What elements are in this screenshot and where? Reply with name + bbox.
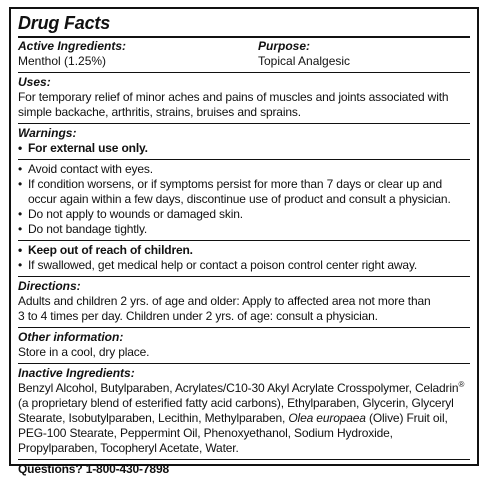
uses-line-1: For temporary relief of minor aches and pains of muscles and joints associated with: [18, 90, 449, 104]
active-ingredient-value: Menthol (1.25%): [18, 54, 107, 68]
warning-item: [18, 222, 470, 237]
warning-children: [18, 243, 470, 258]
bullet-icon: •: [18, 162, 23, 176]
warnings-section: [18, 124, 470, 159]
purpose-heading: Purpose:: [258, 39, 311, 53]
questions-section: [18, 460, 470, 480]
warning-swallowed: [18, 258, 470, 273]
warning-text: For external use only.: [28, 141, 148, 155]
drug-facts-panel: [9, 7, 479, 476]
other-information-heading: Other information:: [18, 330, 124, 344]
bullet-icon: •: [18, 258, 23, 272]
bullet-icon: •: [18, 243, 23, 257]
other-information-section: [18, 328, 470, 363]
questions-phone: Questions? 1-800-430-7898: [18, 462, 169, 476]
warning-text: Avoid contact with eyes.: [28, 162, 153, 176]
warning-text: If swallowed, get medical help or contact a poison control center right away.: [28, 258, 418, 272]
children-section: [18, 241, 470, 276]
active-ingredients-heading: Active Ingredients:: [18, 39, 127, 53]
bullet-icon: •: [18, 177, 23, 191]
uses-section: [18, 73, 470, 123]
other-information-text: Store in a cool, dry place.: [18, 345, 150, 359]
directions-line-2: 3 to 4 times per day. Children under 2 yrs. of age: consult a physician.: [18, 309, 378, 323]
inactive-text-part: Benzyl Alcohol, Butylparaben, Acrylates/C10-30 Akyl Acrylate Crosspolymer, Celadrin: [18, 381, 459, 395]
uses-line-2: simple backache, arthritis, strains, bruises and sprains.: [18, 105, 301, 119]
warning-item: [18, 162, 470, 177]
bullet-icon: •: [18, 222, 23, 236]
uses-heading: Uses:: [18, 75, 51, 89]
bullet-icon: •: [18, 141, 23, 155]
inactive-text-part: (Olive) Fruit oil, PEG-100 Stearate, Peppermint Oil, Phenoxyethanol, Sodium Hydroxide, Propylparaben, Tocopheryl Acetate, Water.: [18, 411, 448, 455]
drug-facts-title: Drug Facts: [18, 13, 111, 33]
warning-text: If condition worsens, or if symptoms persist for more than 7 days or clear up and occur again within a few days, discontinue use of product and consult a physician.: [28, 177, 451, 206]
inactive-ingredients-text: [18, 381, 470, 456]
warning-item: [18, 207, 470, 222]
directions-section: [18, 277, 470, 327]
active-value-row: [18, 54, 470, 69]
inactive-ingredients-section: [18, 364, 470, 459]
inactive-ingredients-heading: Inactive Ingredients:: [18, 366, 135, 380]
warnings-heading: Warnings:: [18, 126, 77, 140]
directions-heading: Directions:: [18, 279, 81, 293]
purpose-value: Topical Analgesic: [258, 54, 351, 68]
active-header-row: [18, 39, 470, 54]
inactive-text-part: (a proprietary blend of esterified fatty acid carbons), Ethylparaben, Glycerin, Glyceryl Stearate, Isobutylparaben, Lecithin, Methylparaben,: [18, 396, 454, 425]
inactive-latin-name: Olea europaea: [288, 411, 366, 425]
warning-text: Do not apply to wounds or damaged skin.: [28, 207, 243, 221]
warnings-list-section: [18, 160, 470, 240]
warning-text: Keep out of reach of children.: [28, 243, 193, 257]
warning-external-use: [18, 141, 470, 156]
active-ingredients-section: [18, 38, 470, 72]
warning-text: Do not bandage tightly.: [28, 222, 148, 236]
warning-item: [18, 177, 470, 207]
registered-mark: ®: [458, 380, 465, 389]
directions-line-1: Adults and children 2 yrs. of age and older: Apply to affected area not more than: [18, 294, 431, 308]
bullet-icon: •: [18, 207, 23, 221]
